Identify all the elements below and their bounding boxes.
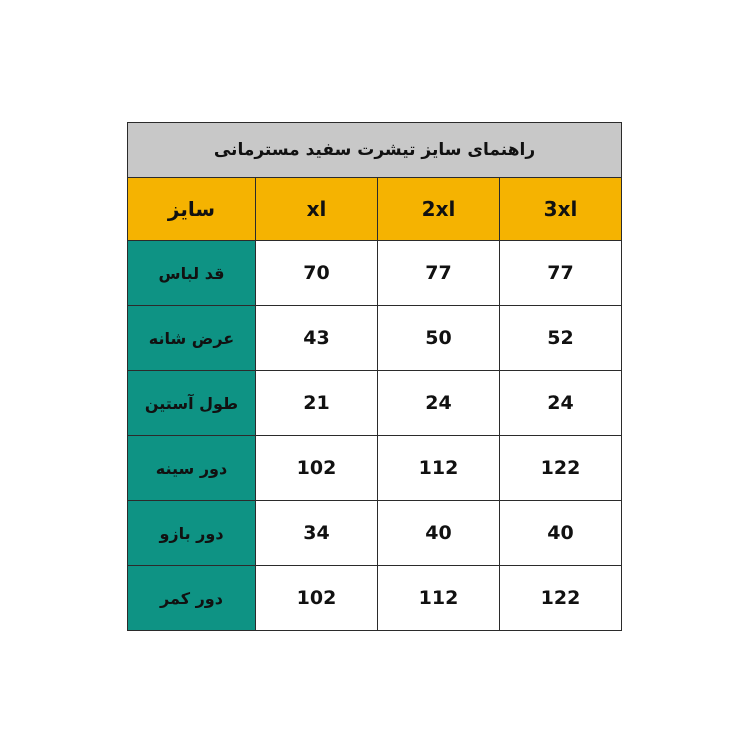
row-label-chest: دور سینه: [127, 436, 255, 501]
column-header-xl: xl: [256, 178, 378, 241]
cell-shoulder-2xl: 50: [378, 306, 500, 371]
row-label-length: قد لباس: [127, 241, 255, 306]
cell-arm-xl: 34: [256, 501, 378, 566]
cell-length-2xl: 77: [378, 241, 500, 306]
table-row: [127, 306, 621, 371]
row-label-arm: دور بازو: [127, 501, 255, 566]
table-row: [127, 566, 621, 631]
cell-waist-xl: 102: [256, 566, 378, 631]
cell-chest-2xl: 112: [378, 436, 500, 501]
cell-arm-2xl: 40: [378, 501, 500, 566]
cell-sleeve-2xl: 24: [378, 371, 500, 436]
cell-waist-2xl: 112: [378, 566, 500, 631]
cell-chest-xl: 102: [256, 436, 378, 501]
table-row: [127, 436, 621, 501]
cell-length-3xl: 77: [500, 241, 622, 306]
cell-chest-3xl: 122: [500, 436, 622, 501]
column-header-3xl: 3xl: [500, 178, 622, 241]
cell-shoulder-xl: 43: [256, 306, 378, 371]
column-header-size: سایز: [127, 178, 255, 241]
cell-sleeve-xl: 21: [256, 371, 378, 436]
size-guide-table-wrapper: [128, 122, 622, 631]
page-title: راهنمای سایز تیشرت سفید مسترمانی: [127, 123, 621, 178]
cell-length-xl: 70: [256, 241, 378, 306]
row-label-waist: دور کمر: [127, 566, 255, 631]
table-row: [127, 371, 621, 436]
table-row: [127, 241, 621, 306]
table-title-row: [127, 123, 621, 178]
table-header-row: [127, 178, 621, 241]
row-label-sleeve: طول آستین: [127, 371, 255, 436]
cell-sleeve-3xl: 24: [500, 371, 622, 436]
row-label-shoulder: عرض شانه: [127, 306, 255, 371]
cell-waist-3xl: 122: [500, 566, 622, 631]
cell-arm-3xl: 40: [500, 501, 622, 566]
cell-shoulder-3xl: 52: [500, 306, 622, 371]
size-guide-table: [127, 122, 622, 631]
table-row: [127, 501, 621, 566]
column-header-2xl: 2xl: [378, 178, 500, 241]
